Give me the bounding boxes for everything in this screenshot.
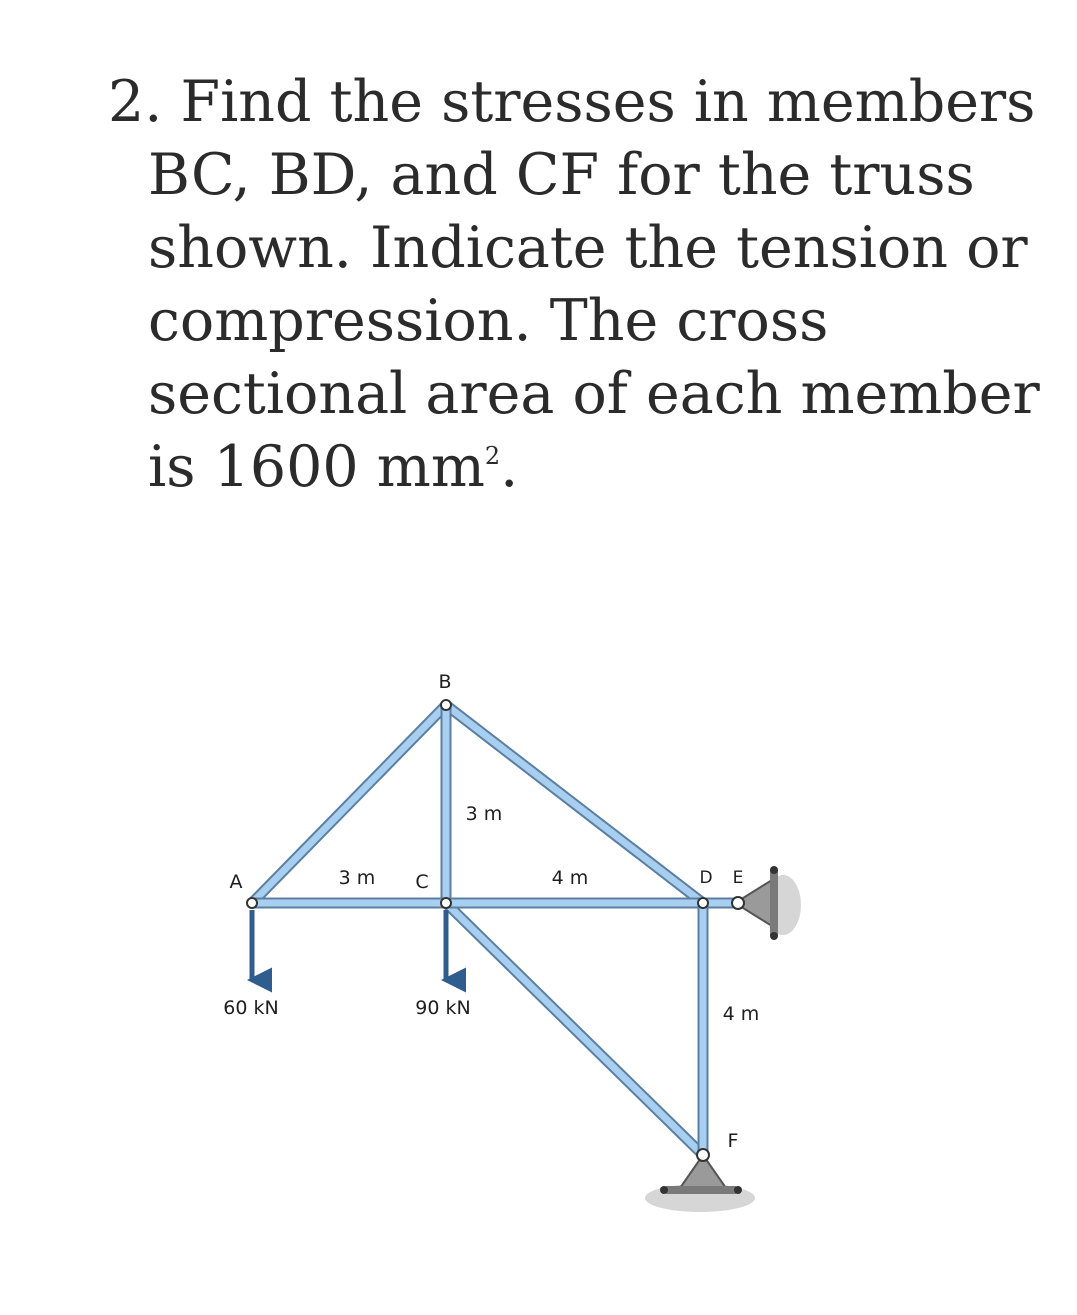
label-joint-e: E (732, 868, 744, 888)
label-joint-c: C (415, 871, 429, 893)
problem-line-4: compression. The cross (148, 288, 829, 354)
joint-c (441, 898, 451, 908)
problem-line-3: shown. Indicate the tension or (148, 215, 1028, 281)
dimension-ac: 3 m (338, 867, 376, 889)
truss-members (252, 705, 735, 1155)
joint-a (247, 898, 257, 908)
problem-line-5: sectional area of each member (148, 361, 1040, 427)
unit-superscript: 2 (484, 442, 501, 470)
joint-d (698, 898, 708, 908)
problem-text-6: is 1600 mm (148, 434, 485, 500)
label-joint-f: F (727, 1130, 739, 1152)
load-label-a: 60 kN (223, 997, 279, 1019)
end-period: . (500, 434, 519, 500)
problem-line-2: BC, BD, and CF for the truss (148, 142, 975, 208)
dimension-cd: 4 m (551, 867, 589, 889)
dimension-bc: 3 m (465, 803, 503, 825)
dimension-df: 4 m (722, 1003, 760, 1025)
load-label-c: 90 kN (415, 997, 471, 1019)
label-joint-a: A (229, 871, 243, 893)
problem-number: 2. (108, 69, 163, 135)
joint-b (441, 700, 451, 710)
problem-text-1: Find the stresses in members (180, 69, 1036, 135)
support-f (660, 1149, 742, 1194)
label-joint-d: D (699, 868, 713, 888)
label-joint-b: B (438, 671, 452, 693)
